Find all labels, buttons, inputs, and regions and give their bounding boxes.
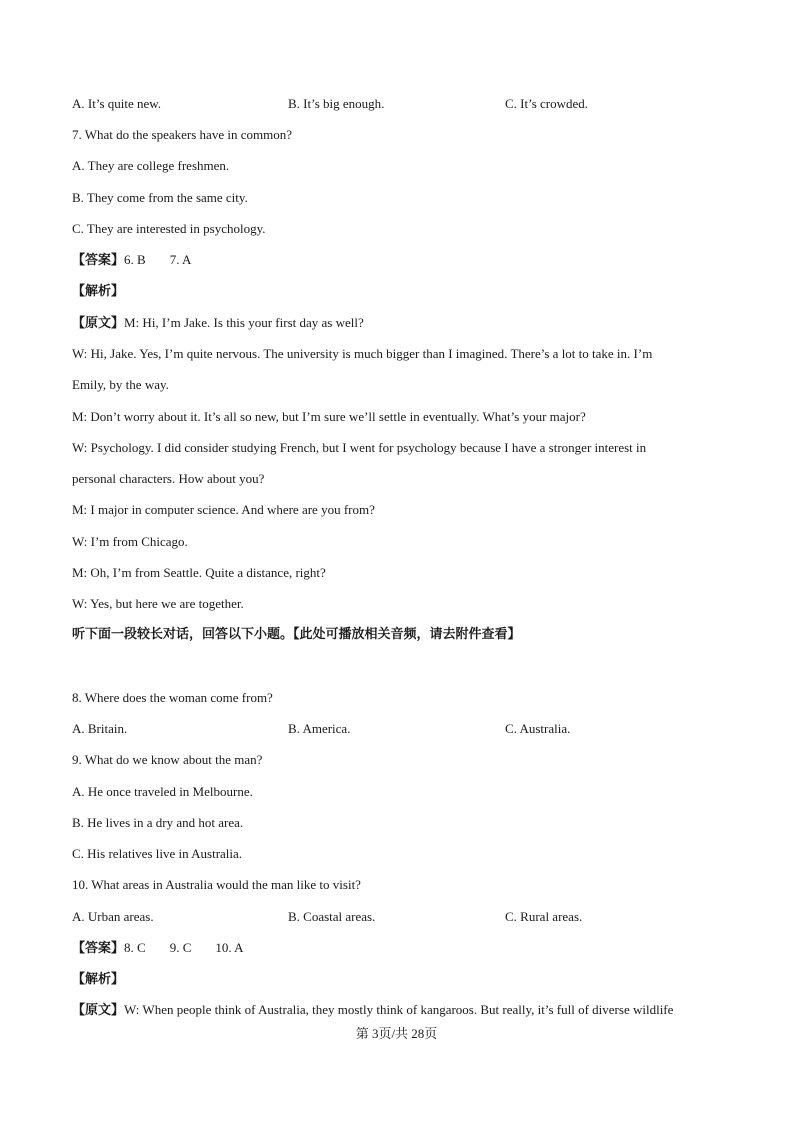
transcript-2-line: 【原文】W: When people think of Australia, they mostly think of kangaroos. But really, it’s full of diverse wildlife	[72, 1002, 674, 1018]
transcript-1-line: 【原文】M: Hi, I’m Jake. Is this your first day as well?	[72, 315, 364, 331]
transcript-tag: 【原文】	[72, 1003, 125, 1018]
q6-option-b: B. It’s big enough.	[288, 96, 385, 111]
q6-options-row	[0, 96, 793, 112]
q10-option-c: C. Rural areas.	[505, 909, 583, 924]
transcript-1-line: personal characters. How about you?	[72, 471, 265, 486]
q9-option-a: A. He once traveled in Melbourne.	[72, 784, 253, 799]
answer-block-1	[72, 252, 191, 269]
transcript-1-line: W: Yes, but here we are together.	[72, 596, 244, 611]
q8-options-row	[0, 721, 793, 737]
q7-option-c: C. They are interested in psychology.	[72, 221, 266, 236]
q9-option-b: B. He lives in a dry and hot area.	[72, 815, 244, 830]
answer-tag: 【答案】	[72, 941, 125, 956]
q9-question: 9. What do we know about the man?	[72, 752, 263, 767]
q7-option-a: A. They are college freshmen.	[72, 158, 230, 173]
q6-option-a: A. It’s quite new.	[72, 96, 162, 111]
section-instruction: 听下面一段较长对话，回答以下小题。【此处可播放相关音频，请去附件查看】	[72, 627, 521, 642]
transcript-1-line: W: Hi, Jake. Yes, I’m quite nervous. The university is much bigger than I imagined. There’s a lot to take in. I’m	[72, 346, 653, 361]
transcript-1-line: W: Psychology. I did consider studying French, but I went for psychology because I have a stronger interest in	[72, 440, 647, 455]
answer-item: 8. C	[124, 940, 146, 955]
analysis-tag-2: 【解析】	[72, 972, 125, 987]
transcript-tag: 【原文】	[72, 316, 125, 331]
q10-options-row	[0, 909, 793, 925]
answer-item: 6. B	[124, 252, 146, 267]
q8-option-a: A. Britain.	[72, 721, 128, 736]
transcript-1-line: M: Oh, I’m from Seattle. Quite a distance, right?	[72, 565, 326, 580]
q9-option-c: C. His relatives live in Australia.	[72, 846, 243, 861]
page-footer: 第 3页/共 28页	[355, 1026, 438, 1041]
q7-question: 7. What do the speakers have in common?	[72, 127, 292, 142]
q8-option-c: C. Australia.	[505, 721, 571, 736]
transcript-1-line: M: Don’t worry about it. It’s all so new, but I’m sure we’ll settle in eventually. What’s your major?	[72, 409, 586, 424]
transcript-1-line: Emily, by the way.	[72, 377, 169, 392]
answer-tag: 【答案】	[72, 253, 125, 268]
q10-option-b: B. Coastal areas.	[288, 909, 376, 924]
transcript-1-line: M: I major in computer science. And where are you from?	[72, 502, 375, 517]
q10-option-a: A. Urban areas.	[72, 909, 154, 924]
transcript-1-line: W: I’m from Chicago.	[72, 534, 188, 549]
q8-option-b: B. America.	[288, 721, 351, 736]
answer-block-2	[72, 940, 244, 957]
q8-question: 8. Where does the woman come from?	[72, 690, 273, 705]
q7-option-b: B. They come from the same city.	[72, 190, 248, 205]
answer-item: 9. C	[169, 940, 192, 955]
q10-question: 10. What areas in Australia would the man like to visit?	[72, 877, 361, 892]
analysis-tag-1: 【解析】	[72, 284, 125, 299]
q6-option-c: C. It’s crowded.	[505, 96, 589, 111]
answer-item: 7. A	[169, 252, 192, 267]
answer-item: 10. A	[215, 940, 244, 955]
